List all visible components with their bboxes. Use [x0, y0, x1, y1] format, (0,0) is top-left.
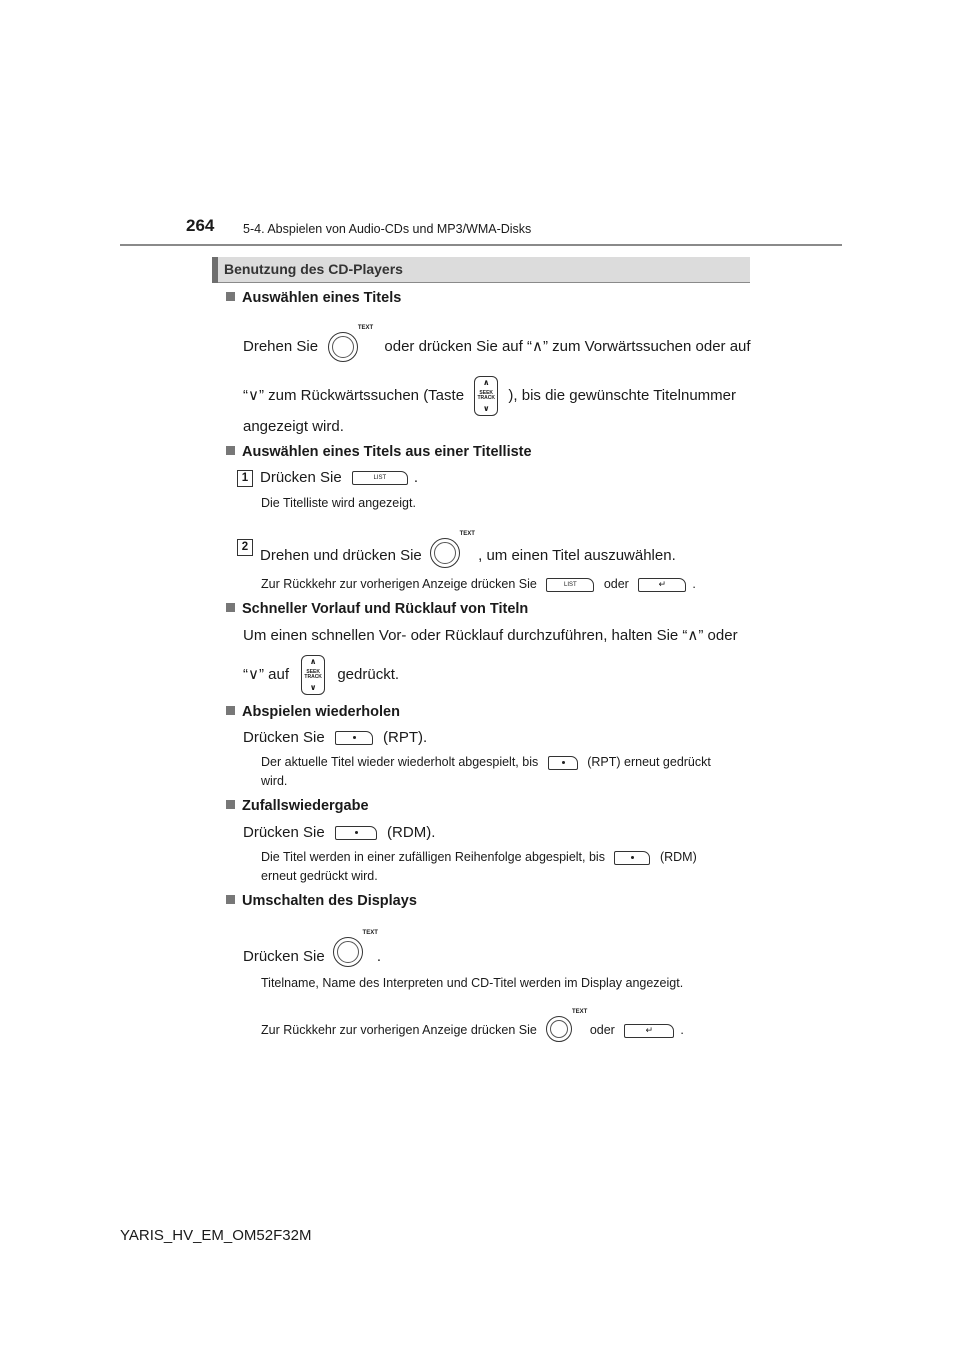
- s4-note-line2: wird.: [261, 774, 288, 788]
- s6-line1: Drücken Sie TEXT .: [243, 930, 382, 965]
- heading-repeat: Abspielen wiederholen: [226, 704, 400, 720]
- s3-line1: Um einen schnellen Vor- oder Rücklauf durchzuführen, halten Sie “∧” oder: [243, 627, 738, 644]
- square-bullet-icon: [226, 895, 235, 904]
- square-bullet-icon: [226, 706, 235, 715]
- heading-select-title: Auswählen eines Titels: [226, 290, 401, 306]
- back-button-icon: ↵: [638, 578, 686, 592]
- text-knob-icon: TEXT: [333, 937, 363, 967]
- s6-note1: Titelname, Name des Interpreten und CD-Titel werden im Display angezeigt.: [261, 976, 684, 990]
- section-bar-title: Benutzung des CD-Players: [224, 261, 403, 277]
- heading-display-toggle: Umschalten des Displays: [226, 893, 417, 909]
- step-1-text: Drücken Sie LIST .: [260, 469, 419, 486]
- step-2-note: Zur Rückkehr zur vorherigen Anzeige drücken Sie LIST oder ↵ .: [261, 577, 696, 591]
- section-bar-accent: [212, 257, 218, 283]
- footer-code: YARIS_HV_EM_OM52F32M: [120, 1227, 312, 1244]
- s5-note-line2: erneut gedrückt wird.: [261, 869, 378, 883]
- preset-button-icon: [548, 756, 578, 770]
- heading-random: Zufallswiedergabe: [226, 798, 369, 814]
- square-bullet-icon: [226, 292, 235, 301]
- list-button-icon: LIST: [352, 471, 408, 485]
- step-2-text: Drehen und drücken Sie TEXT , um einen Titel auszuwählen.: [260, 538, 676, 568]
- s6-note2: Zur Rückkehr zur vorherigen Anzeige drücken Sie TEXT oder ↵ .: [261, 1016, 684, 1042]
- s4-note-line1: Der aktuelle Titel wieder wiederholt abgespielt, bis (RPT) erneut gedrückt: [261, 755, 711, 769]
- back-button-icon: ↵: [624, 1024, 674, 1038]
- s1-line1: Drehen Sie TEXT oder drücken Sie auf “∧” zum Vorwärtssuchen oder auf: [243, 332, 751, 362]
- list-button-icon: LIST: [546, 578, 594, 592]
- s1-line3: angezeigt wird.: [243, 418, 344, 435]
- text-knob-icon: TEXT: [546, 1016, 572, 1042]
- page-number: 264: [186, 216, 215, 235]
- square-bullet-icon: [226, 800, 235, 809]
- preset-button-icon: [614, 851, 650, 865]
- step-1-note: Die Titelliste wird angezeigt.: [261, 496, 416, 510]
- text-knob-icon: TEXT: [328, 332, 358, 362]
- s4-line1: Drücken Sie (RPT).: [243, 729, 428, 746]
- step-2-badge: 2: [237, 537, 253, 556]
- s5-line1: Drücken Sie (RDM).: [243, 824, 436, 841]
- heading-fast-forward: Schneller Vorlauf und Rücklauf von Titeln: [226, 601, 528, 617]
- heading-title-list: Auswählen eines Titels aus einer Titelliste: [226, 444, 532, 460]
- seek-track-icon: ∧ SEEK TRACK ∨: [301, 655, 325, 695]
- s5-note-line1: Die Titel werden in einer zufälligen Reihenfolge abgespielt, bis (RDM): [261, 850, 697, 864]
- square-bullet-icon: [226, 603, 235, 612]
- s3-line2: “∨” auf ∧ SEEK TRACK ∨ gedrückt.: [243, 655, 399, 695]
- s1-line2: “∨” zum Rückwärtssuchen (Taste ∧ SEEK TRACK ∨ ), bis die gewünschte Titelnummer: [243, 376, 736, 416]
- preset-button-icon: [335, 731, 373, 745]
- step-1-badge: 1: [237, 468, 253, 487]
- seek-track-icon: ∧ SEEK TRACK ∨: [474, 376, 498, 416]
- section-title: 5-4. Abspielen von Audio-CDs und MP3/WMA-Disks: [243, 222, 532, 236]
- header-divider: [120, 244, 842, 246]
- square-bullet-icon: [226, 446, 235, 455]
- text-knob-icon: TEXT: [430, 538, 460, 568]
- preset-button-icon: [335, 826, 377, 840]
